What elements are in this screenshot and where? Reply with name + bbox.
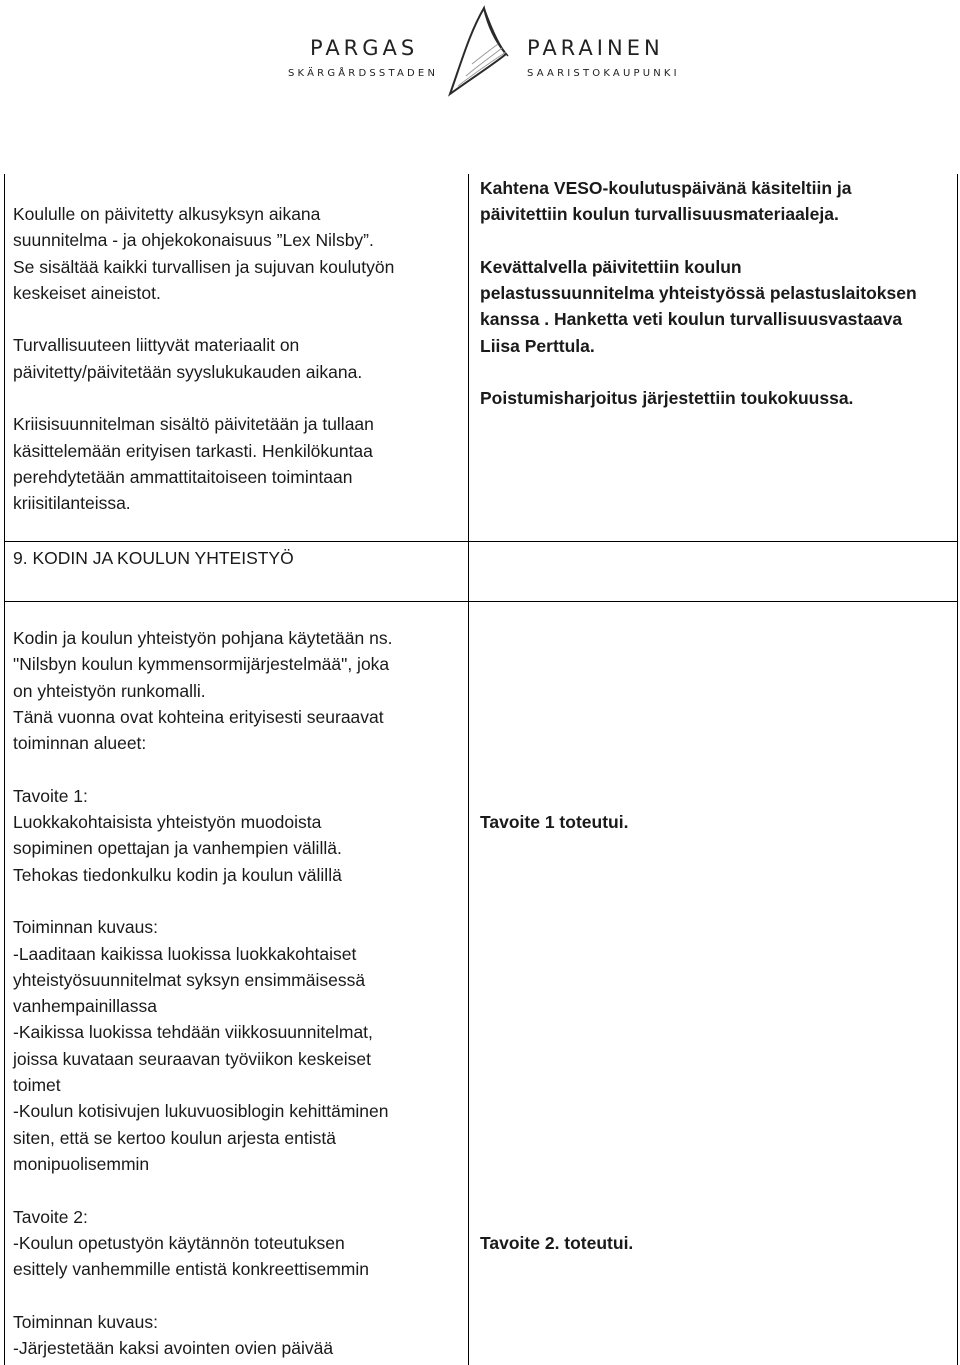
text-line: perehdytetään ammattitaitoiseen toimintaan	[13, 466, 353, 487]
text-line: "Nilsbyn koulun kymmensormijärjestelmää", joka	[13, 654, 390, 675]
section-title: 9. KODIN JA KOULUN YHTEISTYÖ	[13, 548, 294, 568]
text-line: toiminnan alueet:	[13, 733, 147, 754]
description-label: Toiminnan kuvaus:	[13, 917, 158, 938]
row3-left-cell	[13, 625, 392, 1361]
text-line: -Koulun opetustyön käytännön toteutuksen	[13, 1232, 345, 1253]
text-line: Kahtena VESO-koulutuspäivänä käsiteltiin ja	[480, 178, 852, 198]
header-logo	[0, 0, 960, 100]
goal1-result	[480, 809, 628, 835]
text-line: yhteistyösuunnitelmat syksyn ensimmäisessä	[13, 969, 366, 990]
table-column-divider	[468, 174, 469, 1365]
text-line: on yhteistyön runkomalli.	[13, 680, 206, 701]
text-line: Tänä vuonna ovat kohteina erityisesti seuraavat	[13, 706, 384, 727]
text-line: -Kaikissa luokissa tehdään viikkosuunnitelmat,	[13, 1022, 373, 1043]
sail-logo-icon	[436, 2, 532, 98]
text-line: Kevättalvella päivitettiin koulun	[480, 256, 742, 277]
text-line: Kriisisuunnitelman sisältö päivitetään ja tullaan	[13, 414, 374, 435]
city-name-finnish: PARAINEN	[527, 36, 664, 60]
text-line: -Laaditaan kaikissa luokissa luokkakohtaiset	[13, 943, 357, 964]
city-name-swedish: PARGAS	[310, 36, 419, 60]
section-heading	[13, 545, 294, 571]
text-line: kriisitilanteissa.	[13, 493, 131, 514]
row1-left-cell	[13, 201, 394, 517]
text-line: suunnitelma - ja ohjekokonaisuus ”Lex Nilsby”.	[13, 230, 374, 251]
text-line: vanhempainillassa	[13, 996, 157, 1017]
text-line: siten, että se kertoo koulun arjesta entistä	[13, 1127, 336, 1148]
text-line: Tehokas tiedonkulku kodin ja koulun välillä	[13, 864, 342, 885]
text-line: -Koulun kotisivujen lukuvuosiblogin kehittäminen	[13, 1101, 389, 1122]
goal2-label: Tavoite 2:	[13, 1206, 88, 1227]
text-line: Kodin ja koulun yhteistyön pohjana käytetään ns.	[13, 628, 393, 648]
text-line: -Järjestetään kaksi avointen ovien päivää	[13, 1338, 334, 1359]
table-border-right	[957, 174, 958, 1365]
description-label: Toiminnan kuvaus:	[13, 1311, 158, 1332]
city-subtitle-swedish: SKÄRGÅRDSSTADEN	[288, 68, 439, 79]
result-text: Tavoite 1 toteutui.	[480, 812, 629, 832]
text-line: Liisa Perttula.	[480, 335, 595, 356]
text-line: Se sisältää kaikki turvallisen ja sujuvan koulutyön	[13, 256, 395, 277]
text-line: Poistumisharjoitus järjestettiin toukokuussa.	[480, 388, 854, 409]
text-line: päivitettiin koulun turvallisuusmateriaaleja.	[480, 204, 839, 225]
text-line: kanssa . Hanketta veti koulun turvallisuusvastaava	[480, 309, 903, 330]
text-line: monipuolisemmin	[13, 1153, 150, 1174]
text-line: Koululle on päivitetty alkusyksyn aikana	[13, 204, 321, 224]
text-line: Turvallisuuteen liittyvät materiaalit on	[13, 335, 300, 356]
text-line: keskeiset aineistot.	[13, 282, 161, 303]
text-line: joissa kuvataan seuraavan työviikon keskeiset	[13, 1048, 371, 1069]
table-row-divider	[4, 601, 958, 602]
text-line: esittely vanhemmille entistä konkreettisemmin	[13, 1259, 369, 1280]
city-subtitle-finnish: SAARISTOKAUPUNKI	[527, 68, 680, 79]
text-line: käsittelemään erityisen tarkasti. Henkilökuntaa	[13, 440, 373, 461]
text-line: toimet	[13, 1075, 61, 1096]
text-line: Luokkakohtaisista yhteistyön muodoista	[13, 812, 322, 833]
goal1-label: Tavoite 1:	[13, 785, 88, 806]
result-text: Tavoite 2. toteutui.	[480, 1233, 634, 1253]
table-row-divider	[4, 541, 958, 542]
text-line: pelastussuunnitelma yhteistyössä pelastuslaitoksen	[480, 283, 917, 304]
table-border-left	[4, 174, 5, 1365]
goal2-result	[480, 1230, 633, 1256]
text-line: sopiminen opettajan ja vanhempien välillä.	[13, 838, 342, 859]
row1-right-cell	[480, 175, 917, 412]
text-line: päivitetty/päivitetään syyslukukauden aikana.	[13, 361, 363, 382]
